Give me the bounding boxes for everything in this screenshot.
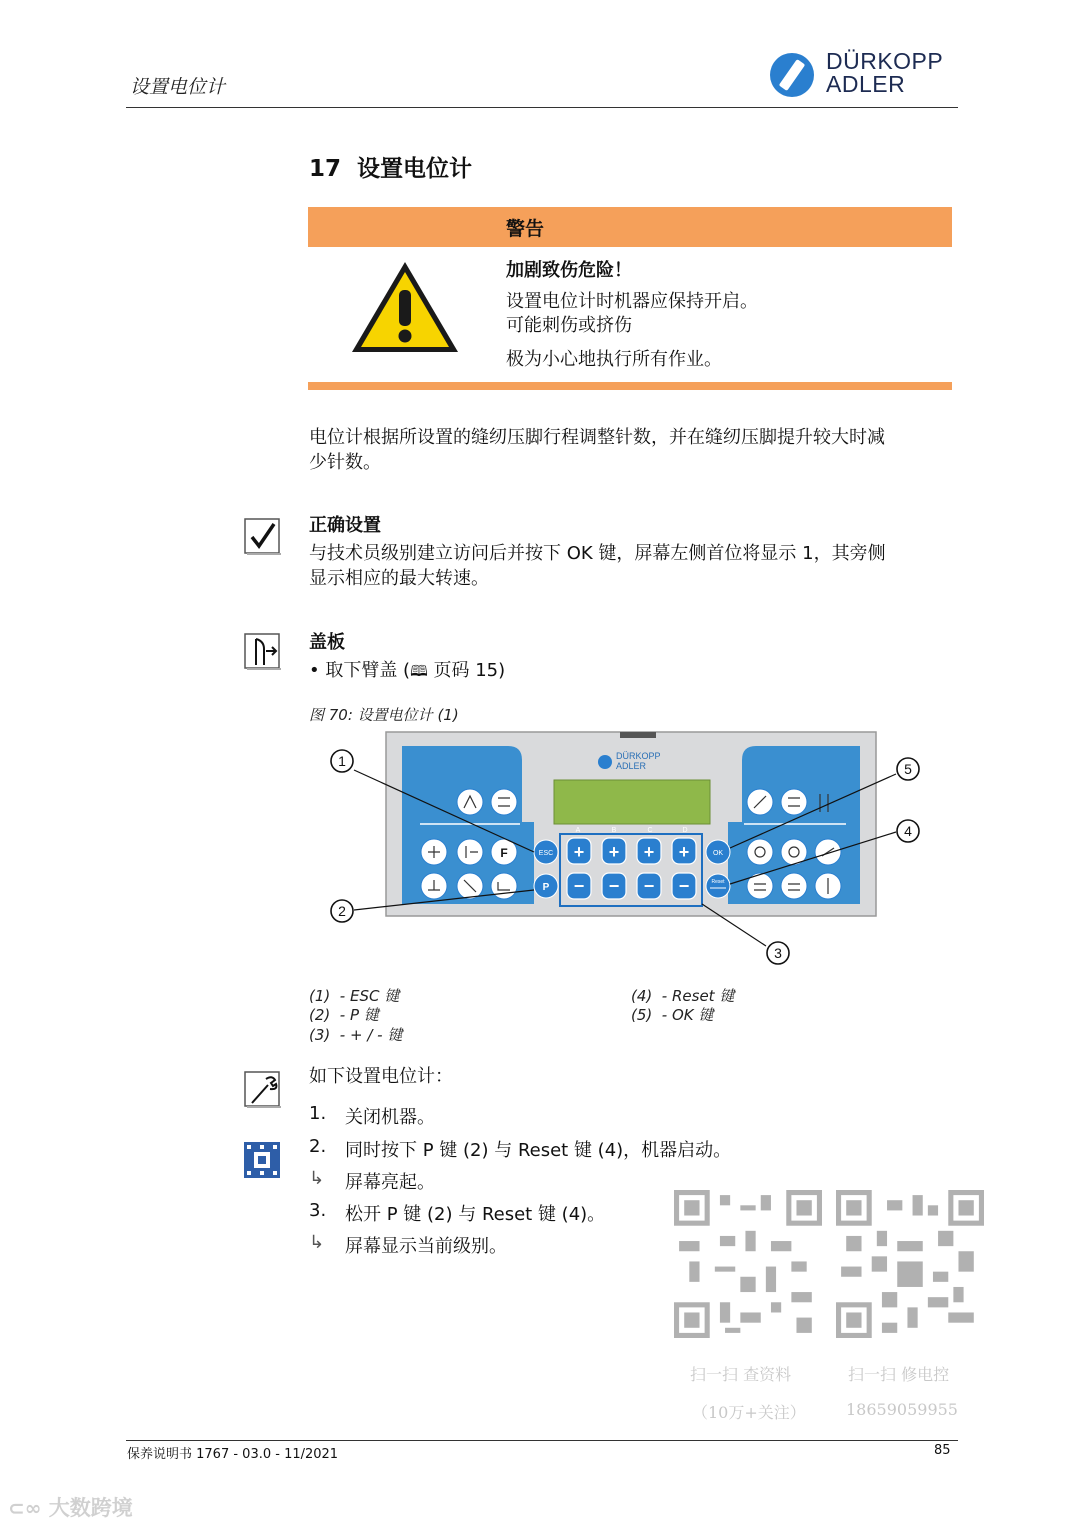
- col-label-a: A: [575, 827, 581, 834]
- warning-label: 警告: [506, 218, 545, 240]
- panel-display: [554, 780, 710, 824]
- function-key-r3: [747, 839, 773, 865]
- qr-right-caption-2: 18659059955: [846, 1400, 958, 1419]
- svg-text:ESC: ESC: [538, 850, 554, 857]
- function-key-r7: [781, 873, 807, 899]
- svg-text:+: +: [608, 842, 620, 862]
- step-3-number: 3.: [309, 1200, 327, 1221]
- brand-logo-text: DÜRKOPP ADLER: [826, 48, 944, 97]
- svg-text:1: 1: [338, 753, 346, 769]
- step-2-number: 2.: [309, 1136, 327, 1157]
- header-rule: [126, 107, 958, 108]
- header-title: 设置电位计: [130, 76, 226, 98]
- warning-bottom-bar: [308, 382, 952, 390]
- legend-item-1: (1) - ESC 键: [309, 987, 400, 1005]
- corner-watermark: ⊂∞ 大数跨境: [8, 1496, 133, 1520]
- panel-brand-2: ADLER: [616, 761, 647, 771]
- svg-text:5: 5: [904, 761, 912, 777]
- intro-paragraph: 电位计根据所设置的缝纫压脚行程调整针数，并在缝纫压脚提升较大时减 少针数。: [309, 427, 885, 473]
- col-label-d: D: [682, 827, 688, 834]
- svg-text:+: +: [573, 842, 585, 862]
- cover-removal-icon: [244, 633, 282, 671]
- procedure-intro: 如下设置电位计：: [309, 1066, 453, 1087]
- warning-header-bar: [308, 207, 952, 247]
- qr-left-caption-1: 扫一扫 查资料: [690, 1365, 792, 1384]
- svg-text:−: −: [643, 876, 655, 896]
- qr-code-left: [674, 1190, 822, 1338]
- function-key-l2: [491, 789, 517, 815]
- qr-left-caption-2: （10万+关注）: [692, 1403, 806, 1422]
- result-1-text: 屏幕亮起。: [345, 1172, 435, 1193]
- svg-text:3: 3: [774, 945, 782, 961]
- watermark-logo-icon: ⊂∞: [8, 1496, 42, 1520]
- function-key-l1: [457, 789, 483, 815]
- svg-text:2: 2: [338, 903, 346, 919]
- legend-item-5: (5) - OK 键: [631, 1006, 714, 1024]
- panel-brand-1: DÜRKOPP: [616, 751, 661, 761]
- footer-rule: [126, 1440, 958, 1441]
- warning-triangle-icon: [348, 258, 462, 356]
- result-arrow-icon: ↳: [309, 1168, 325, 1189]
- col-label-c: C: [647, 827, 653, 834]
- function-key-l7: [491, 873, 517, 899]
- footer-page-number: 85: [934, 1443, 951, 1458]
- qr-right-caption-1: 扫一扫 修电控: [848, 1365, 950, 1384]
- legend-item-2: (2) - P 键: [309, 1006, 379, 1024]
- warning-headline: 加剧致伤危险！: [506, 260, 632, 281]
- col-label-b: B: [611, 827, 617, 834]
- svg-text:Reset: Reset: [711, 879, 725, 885]
- panel-logo-icon: [598, 755, 612, 769]
- correct-setting-title: 正确设置: [309, 515, 381, 536]
- cover-bullet: • 取下臂盖 (🕮 页码 15): [309, 660, 506, 681]
- wrench-icon: [244, 1071, 282, 1109]
- result-arrow-icon-2: ↳: [309, 1232, 325, 1253]
- checkmark-icon: [244, 518, 282, 556]
- control-panel-figure: [320, 728, 930, 968]
- warning-line-2: 可能刺伤或挤伤: [506, 315, 632, 336]
- svg-text:+: +: [678, 842, 690, 862]
- legend-item-4: (4) - Reset 键: [631, 987, 735, 1005]
- step-1-number: 1.: [309, 1103, 327, 1124]
- step-1-text: 关闭机器。: [345, 1107, 435, 1128]
- section-heading: 17 设置电位计: [309, 156, 473, 182]
- figure-caption: 图 70: 设置电位计 (1): [309, 706, 459, 724]
- svg-text:+: +: [643, 842, 655, 862]
- correct-setting-text: 与技术员级别建立访问后并按下 OK 键，屏幕左侧首位将显示 1，其旁侧 显示相应的最大转速。: [309, 543, 886, 589]
- step-2-text: 同时按下 P 键 (2) 与 Reset 键 (4)，机器启动。: [345, 1140, 732, 1161]
- function-key-r2: [781, 789, 807, 815]
- svg-text:P: P: [542, 882, 550, 893]
- qr-code-right: [836, 1190, 984, 1338]
- cover-title: 盖板: [309, 632, 345, 653]
- result-2-text: 屏幕显示当前级别。: [345, 1236, 507, 1257]
- legend-item-3: (3) - + / - 键: [309, 1026, 403, 1044]
- svg-text:OK: OK: [712, 850, 724, 857]
- reset-key: [706, 874, 730, 898]
- control-panel-icon: [244, 1142, 280, 1178]
- book-icon: 🕮: [410, 662, 428, 680]
- svg-text:−: −: [678, 876, 690, 896]
- svg-text:F: F: [500, 846, 508, 860]
- svg-text:4: 4: [904, 823, 912, 839]
- svg-text:−: −: [608, 876, 620, 896]
- warning-line-1: 设置电位计时机器应保持开启。: [506, 291, 758, 312]
- svg-text:−: −: [573, 876, 585, 896]
- warning-line-3: 极为小心地执行所有作业。: [506, 349, 722, 370]
- footer-document-id: 保养说明书 1767 - 03.0 - 11/2021: [127, 1447, 339, 1462]
- step-3-text: 松开 P 键 (2) 与 Reset 键 (4)。: [345, 1204, 606, 1225]
